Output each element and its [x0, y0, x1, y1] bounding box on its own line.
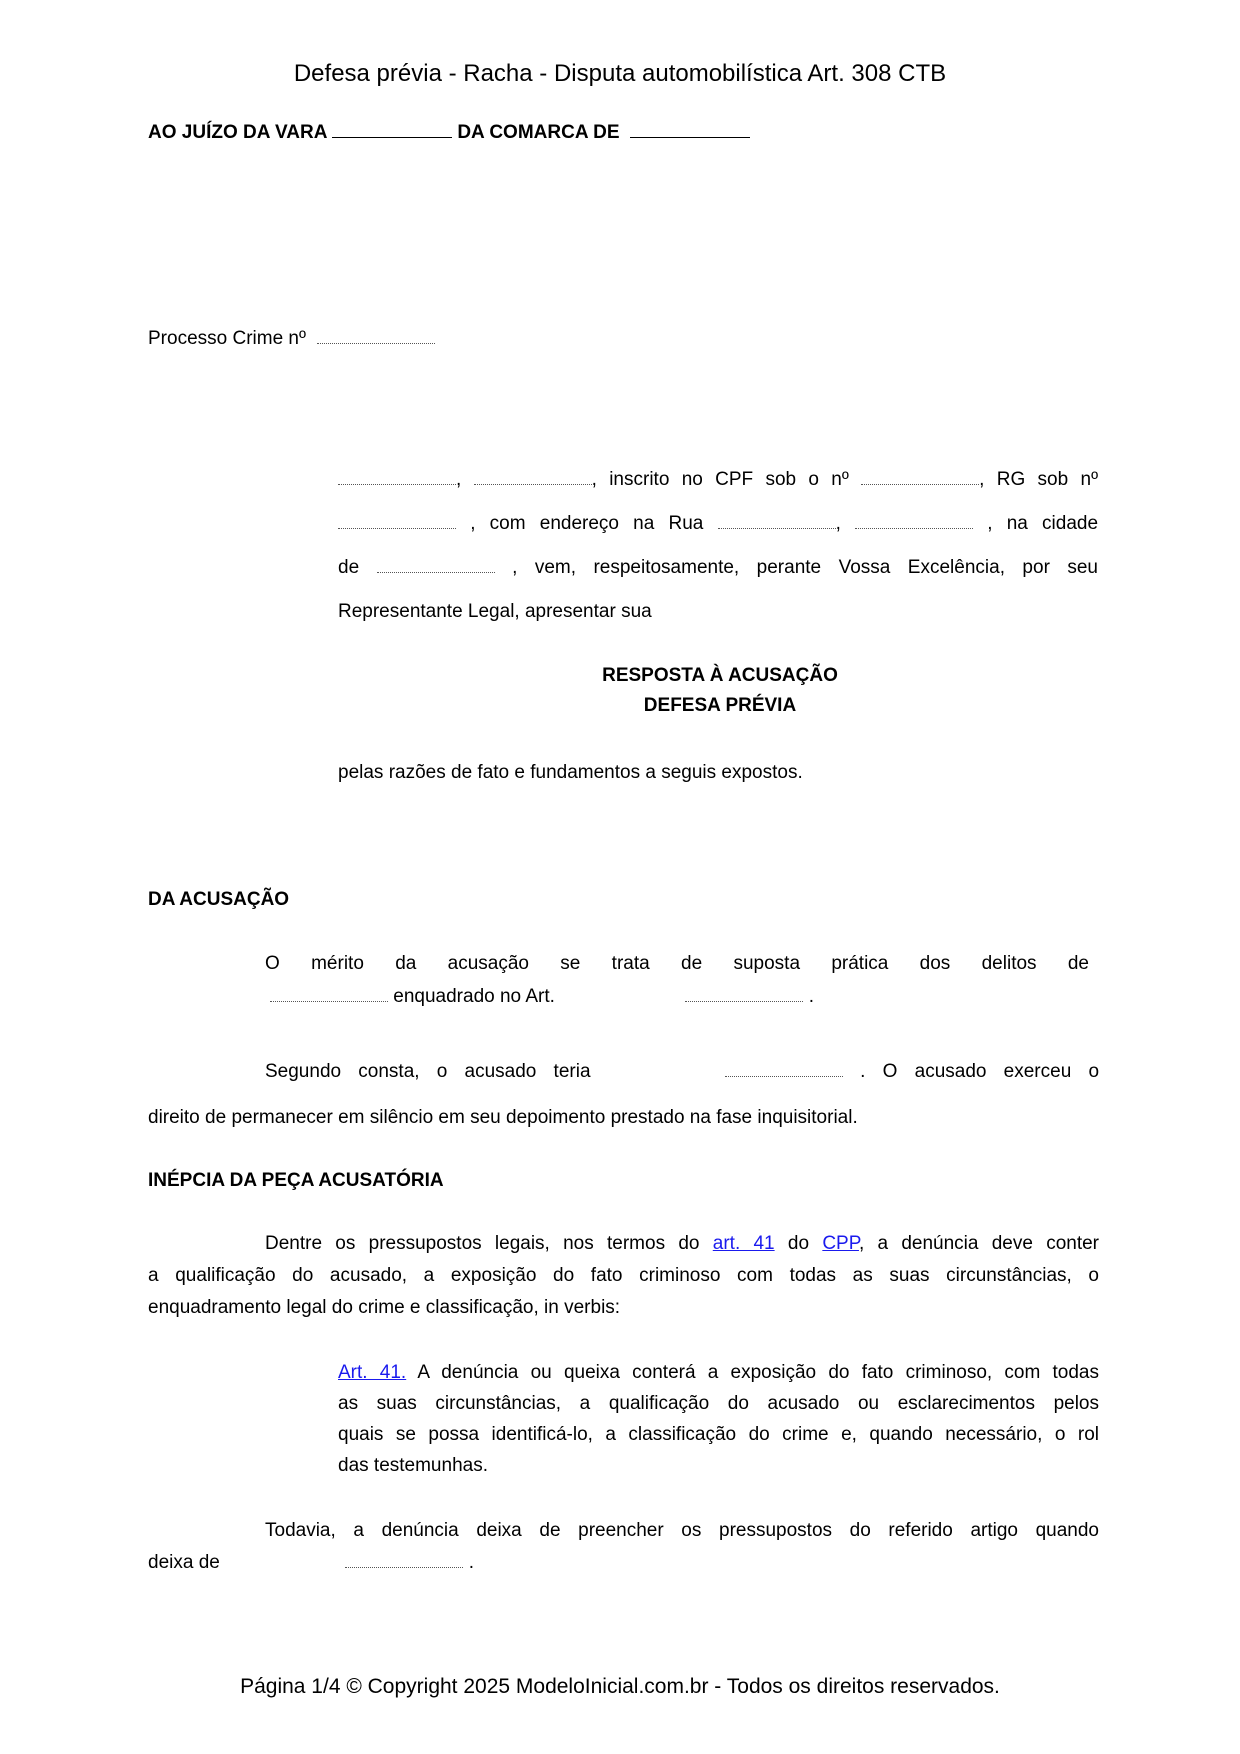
- inepcia-text: Dentre os pressupostos legais, nos termos do: [265, 1233, 700, 1254]
- quote-text: A denúncia ou queixa conterá a exposição do fato criminoso, com todas: [417, 1362, 1100, 1383]
- intro-line-2: [338, 510, 1098, 538]
- inepcia-p2-line1: [265, 1517, 1099, 1545]
- petition-title: RESPOSTA À ACUSAÇÃO: [602, 665, 838, 686]
- street-blank[interactable]: [718, 512, 836, 529]
- process-number-line: [148, 325, 435, 353]
- crime-blank[interactable]: [270, 985, 388, 1002]
- section-heading-accusation: DA ACUSAÇÃO: [148, 889, 290, 910]
- link-art-41[interactable]: art. 41: [712, 1233, 775, 1254]
- omission-blank[interactable]: [345, 1551, 463, 1568]
- inepcia-text: Todavia, a denúncia deixa de preencher os pressupostos do referido artigo quando: [265, 1520, 1099, 1541]
- intro-line-3: [338, 554, 1098, 582]
- inepcia-p1-line3: enquadramento legal do crime e classificação, in verbis:: [148, 1297, 621, 1318]
- link-quote-art-41[interactable]: Art. 41.: [338, 1362, 407, 1383]
- inepcia-text: do: [787, 1233, 810, 1254]
- city-blank[interactable]: [377, 556, 495, 573]
- intro-text: , vem, respeitosamente, perante Vossa Excelência, por seu: [512, 557, 1098, 578]
- process-number-blank[interactable]: [317, 327, 435, 344]
- quote-text: as suas circunstâncias, a qualificação do acusado ou esclarecimentos pelos: [338, 1393, 1099, 1414]
- inepcia-text: deixa de: [148, 1552, 220, 1573]
- rg-blank[interactable]: [338, 512, 456, 529]
- accusation-p2-line1: [265, 1058, 1099, 1086]
- comarca-blank[interactable]: [630, 121, 750, 138]
- petition-subtitle: DEFESA PRÉVIA: [643, 695, 797, 716]
- section-heading-inepcia: INÉPCIA DA PEÇA ACUSATÓRIA: [148, 1170, 444, 1191]
- accusation-text: . O acusado exerceu o: [860, 1061, 1100, 1082]
- intro-text: , RG sob nº: [979, 469, 1099, 490]
- inepcia-text: , a denúncia deve conter: [858, 1233, 1100, 1254]
- intro-text: , inscrito no CPF sob o nº: [591, 469, 849, 490]
- accusation-p1-line2: [270, 983, 814, 1011]
- legal-quote-art-41: [338, 1357, 1099, 1481]
- intro-line-1: [338, 466, 1098, 494]
- cpf-blank[interactable]: [861, 468, 979, 485]
- inepcia-text: a qualificação do acusado, a exposição do fato criminoso com todas as suas circunstâncias, o: [148, 1265, 1099, 1286]
- quote-text: quais se possa identificá-lo, a classificação do crime e, quando necessário, o rol: [338, 1424, 1099, 1445]
- accusation-p2-line2: direito de permanecer em silêncio em seu depoimento prestado na fase inquisitorial.: [148, 1107, 858, 1128]
- intro-line-4: Representante Legal, apresentar sua: [338, 601, 652, 622]
- nationality-blank[interactable]: [474, 468, 592, 485]
- inepcia-text: .: [468, 1552, 474, 1573]
- intro-text: de: [338, 557, 360, 578]
- inepcia-p2-line2: [148, 1549, 474, 1577]
- accusation-text: enquadrado no Art.: [393, 986, 555, 1007]
- court-middle: DA COMARCA DE: [457, 122, 620, 143]
- article-blank[interactable]: [685, 985, 803, 1002]
- vara-blank[interactable]: [332, 121, 452, 138]
- fact-blank[interactable]: [725, 1060, 843, 1077]
- number-blank[interactable]: [855, 512, 973, 529]
- quote-text: das testemunhas.: [338, 1455, 488, 1476]
- court-prefix: AO JUÍZO DA VARA: [148, 122, 327, 143]
- page-footer: Página 1/4 © Copyright 2025 ModeloInicial.com.br - Todos os direitos reservados.: [240, 1675, 1000, 1698]
- court-addressing: [148, 121, 750, 144]
- intro-text: ,: [456, 469, 462, 490]
- link-cpp[interactable]: CPP: [822, 1233, 859, 1254]
- intro-text: ,: [835, 513, 841, 534]
- accusation-text: Segundo consta, o acusado teria: [265, 1061, 591, 1082]
- process-label: Processo Crime nº: [148, 328, 306, 349]
- document-header-title: Defesa prévia - Racha - Disputa automobilística Art. 308 CTB: [293, 60, 947, 87]
- inepcia-p1-line2: [148, 1262, 1099, 1290]
- intro-text: , na cidade: [987, 513, 1099, 534]
- name-blank[interactable]: [338, 468, 456, 485]
- accusation-p1-line1: [265, 950, 1089, 978]
- inepcia-p1-line1: [265, 1230, 1099, 1258]
- intro-text: , com endereço na Rua: [470, 513, 704, 534]
- reasons-text: pelas razões de fato e fundamentos a seguis expostos.: [338, 762, 803, 783]
- accusation-text: O mérito da acusação se trata de suposta prática dos delitos de: [265, 953, 1089, 974]
- accusation-text: .: [808, 986, 815, 1007]
